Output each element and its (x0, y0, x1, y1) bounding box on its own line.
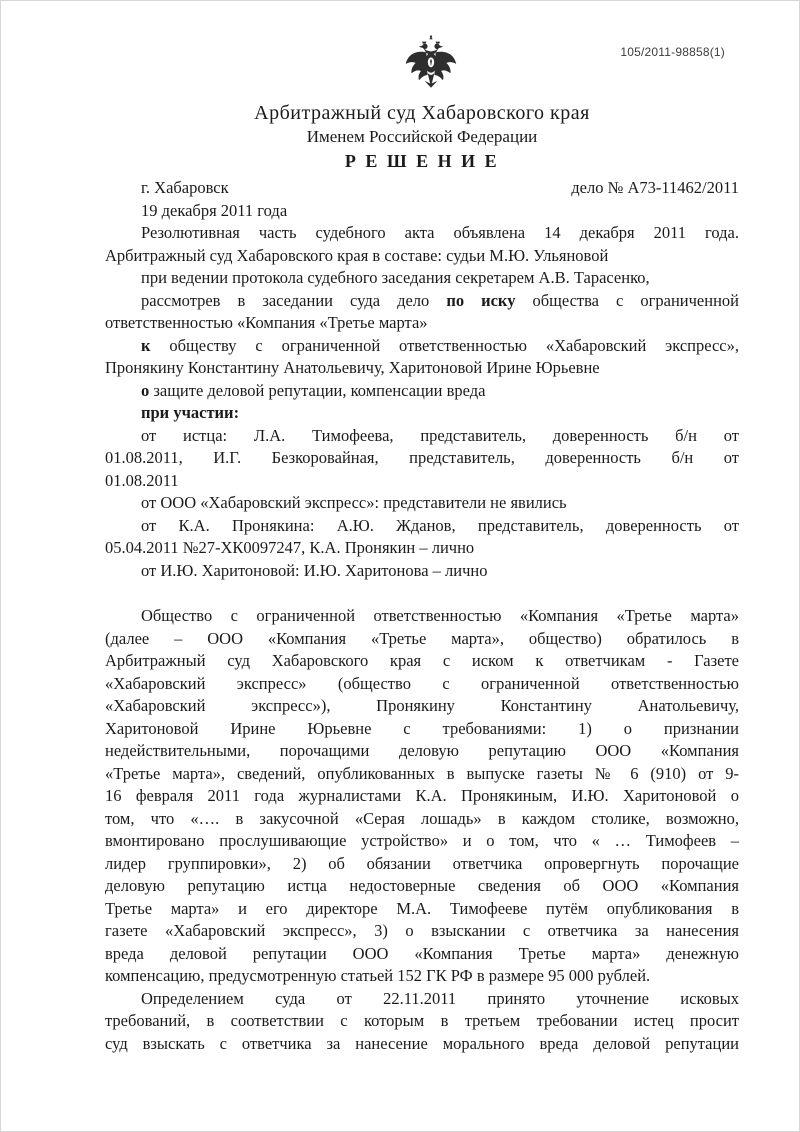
text-segment: от И.Ю. Харитоновой: И.Ю. Харитонова – лично (141, 560, 488, 580)
text-line (105, 425, 739, 448)
text-line (105, 1033, 739, 1056)
text-line (105, 357, 739, 380)
text-line (105, 515, 739, 538)
text-line (105, 447, 739, 470)
text-line (105, 537, 739, 560)
document-content (1, 1, 799, 1055)
text-segment: Определением суда от 22.11.2011 принято уточнение исковых (141, 988, 739, 1008)
text-segment-bold: о (141, 380, 150, 400)
text-segment: «Хабаровский экспресс» (общество с ограниченной ответственностью (105, 673, 739, 693)
text-line (105, 1010, 739, 1033)
text-line (105, 650, 739, 673)
text-segment: от истца: Л.А. Тимофеева, представитель, доверенность б/н от (141, 425, 739, 445)
text-line (105, 808, 739, 831)
text-segment: суд взыскать с ответчика за нанесение морального вреда деловой репутации (105, 1033, 739, 1053)
text-segment: «Хабаровский экспресс»), Пронякину Константину Анатольевичу, (105, 696, 739, 715)
russian-coat-of-arms-icon (402, 35, 460, 93)
text-line (105, 718, 739, 741)
text-segment: 16 февраля 2011 года журналистами К.А. Пронякиным, И.Ю. Харитоновой о (105, 786, 739, 805)
text-line (105, 605, 739, 628)
text-segment: газете «Хабаровский экспресс», 3) о взыскании с ответчика за нанесения (105, 921, 739, 940)
text-segment: 05.04.2011 №27-ХК0097247, К.А. Пронякин – лично (105, 538, 475, 557)
text-line (105, 560, 739, 583)
text-line (105, 312, 739, 335)
text-segment: (далее – ООО «Компания «Третье марта», общество) обратилось в (105, 628, 739, 648)
text-line (105, 628, 739, 651)
text-line (105, 245, 739, 268)
text-segment-bold: по иску (446, 290, 516, 310)
text-segment-bold: к (141, 335, 151, 355)
text-line (105, 988, 739, 1011)
text-segment: Общество с ограниченной ответственностью «Компания «Третье марта» (141, 606, 739, 625)
text-segment: 19 декабря 2011 года (141, 200, 288, 220)
text-segment: ответственностью «Компания «Третье марта» (105, 313, 428, 332)
text-line (105, 830, 739, 853)
text-line (105, 492, 739, 515)
decision-title: Р Е Ш Е Н И Е (344, 151, 500, 171)
text-line (105, 695, 739, 718)
text-line (105, 402, 739, 425)
text-line (105, 898, 739, 921)
text-segment: от ООО «Хабаровский экспресс»: представители не явились (141, 493, 567, 512)
in-the-name-of-line: Именем Российской Федерации (306, 127, 538, 146)
document-registration-number: 105/2011-98858(1) (620, 45, 725, 59)
text-segment: от К.А. Пронякина: А.Ю. Жданов, представитель, доверенность от (141, 515, 739, 535)
text-line (105, 380, 739, 403)
text-segment: «Третье марта», сведений, опубликованных в выпуске газеты № 6 (910) от 9- (105, 763, 739, 783)
text-segment: Резолютивная часть судебного акта объявлена 14 декабря 2011 года. (141, 223, 739, 242)
text-segment: при ведении протокола судебного заседания секретарем А.В. Тарасенко, (141, 268, 650, 287)
text-segment: обществу с ограниченной ответственностью «Хабаровский экспресс», (150, 335, 739, 355)
text-line (105, 200, 739, 223)
document-body (105, 200, 739, 1056)
case-number: дело № А73-11462/2011 (571, 178, 739, 197)
text-line (105, 763, 739, 786)
text-line (105, 290, 739, 313)
text-segment: требований, в соответствии с которым в третьем требовании истец просит (105, 1011, 739, 1030)
text-segment: общества с ограниченной (515, 290, 739, 310)
text-line (105, 785, 739, 808)
text-segment: лидер группировки», 2) об обязании ответчика опровергнуть порочащие (105, 853, 739, 873)
text-segment: деловую репутацию истца недостоверные сведения об ООО «Компания (105, 876, 739, 895)
text-segment: том, что «…. в закусочной «Серая лошадь» в каждом столике, возможно, (105, 808, 739, 828)
text-segment-bold: при участии: (141, 403, 240, 422)
text-segment: 01.08.2011, И.Г. Безкоровайная, представитель, доверенность б/н от (105, 448, 739, 467)
text-segment: Арбитражный суд Хабаровского края с иском к ответчикам - Газете (105, 651, 739, 670)
text-line (105, 920, 739, 943)
text-line (105, 853, 739, 876)
text-segment: недействительными, порочащими деловую репутацию ООО «Компания (105, 741, 739, 760)
text-segment: Третье марта» и его директоре М.А. Тимофееве путём опубликования в (105, 898, 739, 918)
text-line (105, 222, 739, 245)
text-line (105, 965, 739, 988)
text-segment: вмонтировано прослушивающие устройство» и о том, что « … Тимофеев – (105, 831, 739, 850)
city-case-row (105, 177, 739, 200)
text-segment: вреда деловой репутации ООО «Компания Третье марта» денежную (105, 943, 739, 963)
text-segment: рассмотрев в заседании суда дело (141, 290, 447, 310)
text-segment: защите деловой репутации, компенсации вреда (149, 380, 486, 400)
text-segment: компенсацию, предусмотренную статьей 152 ГК РФ в размере 95 000 рублей. (105, 966, 651, 985)
text-line (105, 943, 739, 966)
text-line (105, 267, 739, 290)
text-segment: 01.08.2011 (105, 470, 179, 490)
text-segment: Пронякину Константину Анатольевичу, Харитоновой Ирине Юрьевне (105, 358, 600, 377)
text-line (105, 470, 739, 493)
text-segment: Арбитражный суд Хабаровского края в составе: судьи М.Ю. Ульяновой (105, 245, 609, 265)
text-line (105, 335, 739, 358)
text-line (105, 875, 739, 898)
city-label: г. Хабаровск (141, 178, 229, 197)
text-line (105, 740, 739, 763)
court-name: Арбитражный суд Хабаровского края (254, 102, 590, 124)
text-line (105, 673, 739, 696)
text-segment: Харитоновой Ирине Юрьевне с требованиями: 1) о признании (105, 718, 739, 738)
